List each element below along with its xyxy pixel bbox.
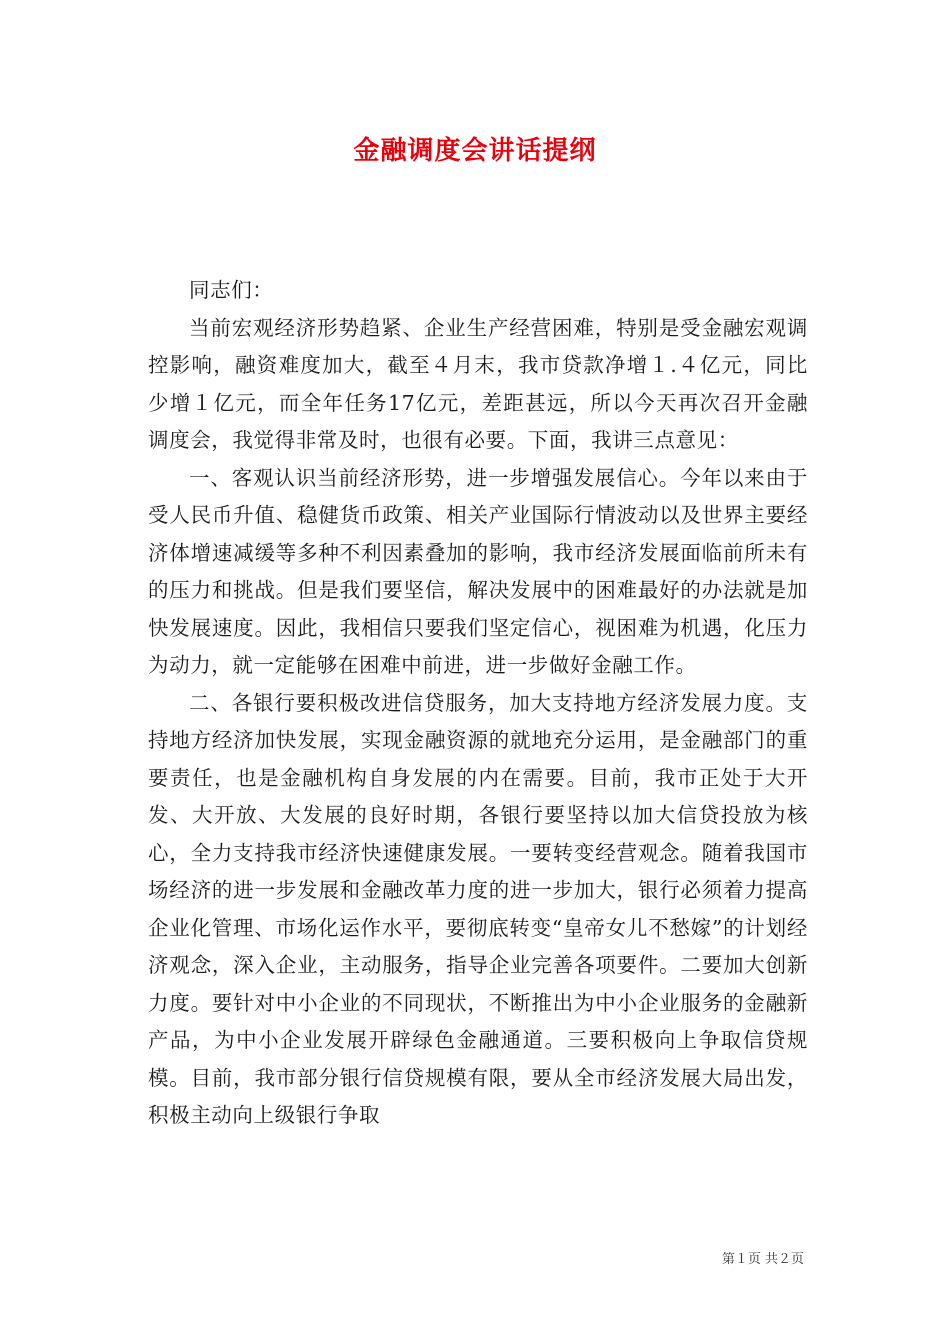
- paragraph-intro: 当前宏观经济形势趋紧、企业生产经营困难，特别是受金融宏观调控影响，融资难度加大，截至４月末，我市贷款净增１.４亿元，同比少增１亿元，而全年任务17亿元，差距甚远，所以今天再次召开金融调度会，我觉得非常及时，也很有必要。下面，我讲三点意见：: [148, 315, 808, 452]
- paragraph-greeting: 同志们：: [189, 278, 274, 302]
- document-body: [148, 272, 808, 1135]
- paragraph-point-one: 一、客观认识当前经济形势，进一步增强发展信心。今年以来由于受人民币升值、稳健货币政策、相关产业国际行情波动以及世界主要经济体增速减缓等多种不利因素叠加的影响，我市经济发展面临前所未有的压力和挑战。但是我们要坚信，解决发展中的困难最好的办法就是加快发展速度。因此，我相信只要我们坚定信心，视困难为机遇，化压力为动力，就一定能够在困难中前进，进一步做好金融工作。: [148, 465, 808, 677]
- paragraph-point-two: 二、各银行要积极改进信贷服务，加大支持地方经济发展力度。支持地方经济加快发展，实现金融资源的就地充分运用，是金融部门的重要责任，也是金融机构自身发展的内在需要。目前，我市正处于大开发、大开放、大发展的良好时期，各银行要坚持以加大信贷投放为核心，全力支持我市经济快速健康发展。一要转变经营观念。随着我国市场经济的进一步发展和金融改革力度的进一步加大，银行必须着力提高企业化管理、市场化运作水平，要彻底转变“皇帝女儿不愁嫁”的计划经济观念，深入企业，主动服务，指导企业完善各项要件。二要加大创新力度。要针对中小企业的不同现状，不断推出为中小企业服务的金融新产品，为中小企业发展开辟绿色金融通道。三要积极向上争取信贷规模。目前，我市部分银行信贷规模有限，要从全市经济发展大局出发，积极主动向上级银行争取: [148, 690, 808, 1127]
- document-title: 金融调度会讲话提纲: [353, 136, 597, 166]
- page-number-indicator: 第１页 共２页: [721, 1252, 804, 1267]
